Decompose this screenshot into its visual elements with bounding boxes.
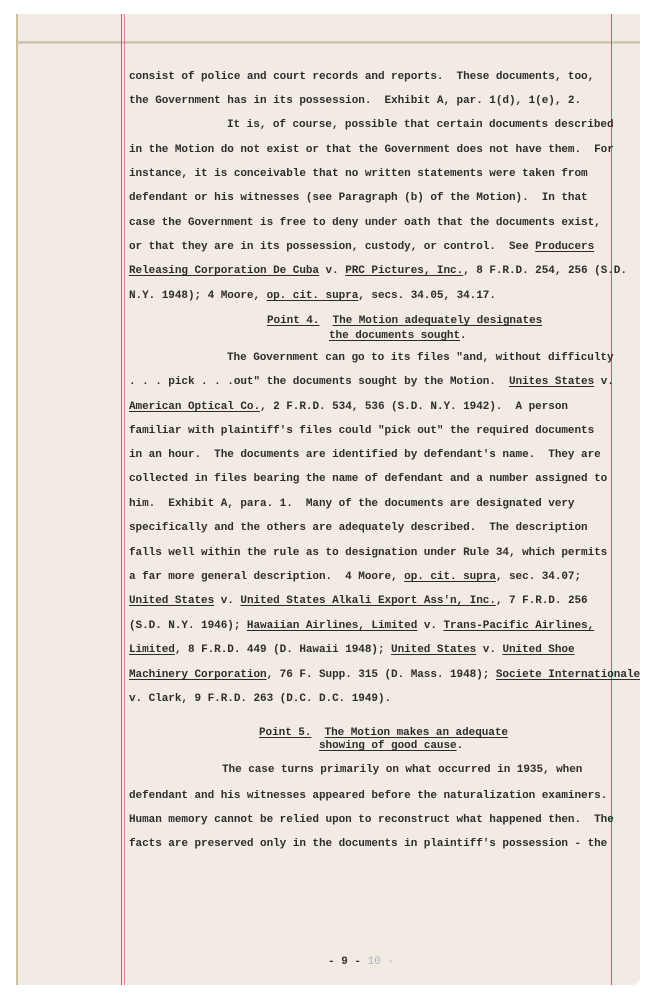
underlined-citation: The Motion adequately designates — [332, 315, 543, 327]
text-segment: Human memory cannot be relied upon to reconstruct what happened then. The — [129, 814, 614, 826]
text-line — [129, 521, 588, 535]
text-segment: , 7 F.R.D. 256 — [495, 595, 588, 607]
text-segment: in an hour. The documents are identified by defendant's name. They are — [129, 449, 601, 461]
page-fold — [18, 41, 640, 44]
text-line — [129, 546, 607, 560]
text-line — [129, 570, 581, 584]
underlined-citation: op. cit. supra — [266, 290, 359, 302]
text-segment — [311, 727, 324, 739]
text-line — [129, 289, 496, 303]
text-segment: defendant and his witnesses appeared before the naturalization examiners. — [129, 790, 608, 802]
underlined-citation: United Shoe — [502, 644, 575, 656]
text-segment — [319, 315, 332, 327]
text-segment: It is, of course, possible that certain documents described — [227, 119, 614, 131]
text-line — [129, 70, 594, 84]
text-segment: facts are preserved only in the documents in plaintiff's possession - the — [129, 838, 608, 850]
text-segment: , 2 F.R.D. 534, 536 (S.D. N.Y. 1942). A person — [260, 401, 568, 413]
underlined-citation: United States — [391, 644, 477, 656]
text-segment: the Government has in its possession. Exhibit A, par. 1(d), 1(e), 2. — [129, 95, 582, 107]
underlined-citation: Producers — [535, 241, 595, 253]
text-line — [227, 118, 614, 132]
underlined-citation: American Optical Co. — [129, 401, 261, 413]
underlined-citation: Trans-Pacific Airlines, — [443, 620, 595, 632]
text-line — [319, 739, 463, 753]
underlined-citation: op. cit. supra — [404, 571, 496, 583]
document-page — [16, 14, 640, 985]
text-line — [129, 668, 640, 682]
text-segment: v. — [318, 265, 346, 277]
text-segment: v. — [417, 620, 444, 632]
text-segment: . — [456, 740, 464, 752]
text-segment: specifically and the others are adequately described. The description — [129, 522, 588, 534]
text-segment: . — [460, 330, 467, 342]
text-segment: consist of police and court records and reports. These documents, too, — [129, 71, 595, 83]
underlined-citation: United States Alkali Export Ass'n, Inc. — [240, 595, 496, 607]
text-segment: . . . pick . . .out" the documents sought by the Motion. — [129, 376, 509, 388]
underlined-citation: showing of good cause — [319, 740, 457, 752]
page-number-text: - 9 - — [328, 956, 362, 968]
text-line — [129, 692, 391, 706]
text-segment: instance, it is conceivable that no written statements were taken from — [129, 168, 588, 180]
underlined-citation: The Motion makes an adequate — [324, 727, 508, 739]
text-segment: v. Clark, 9 F.R.D. 263 (D.C. D.C. 1949). — [129, 693, 392, 705]
page-number — [328, 956, 394, 968]
left-margin-rule — [121, 14, 122, 985]
text-line — [129, 375, 614, 389]
text-line — [129, 619, 594, 633]
text-segment: defendant or his witnesses (see Paragraph (b) of the Motion). In that — [129, 192, 588, 204]
text-line — [129, 497, 574, 511]
text-line — [129, 424, 594, 438]
text-segment: v. — [594, 376, 614, 388]
underlined-citation: Releasing Corporation De Cuba — [129, 265, 319, 277]
text-line — [129, 789, 607, 803]
underlined-citation: United States — [129, 595, 215, 607]
text-segment: , secs. 34.05, 34.17. — [358, 290, 496, 302]
text-line — [129, 167, 588, 181]
text-segment: in the Motion do not exist or that the Government does not have them. For — [129, 144, 614, 156]
underlined-citation: Machinery Corporation — [129, 669, 267, 681]
text-line — [329, 329, 467, 343]
text-line — [129, 594, 588, 608]
text-line — [267, 314, 542, 328]
text-line — [129, 191, 588, 205]
underlined-citation: Point 5. — [259, 727, 312, 739]
text-line — [129, 400, 568, 414]
text-line — [129, 837, 607, 851]
underlined-citation: Unites States — [508, 376, 595, 388]
underlined-citation: the documents sought — [329, 330, 461, 342]
text-segment: a far more general description. 4 Moore, — [129, 571, 405, 583]
underlined-citation: Limited — [129, 644, 175, 656]
text-segment: familiar with plaintiff's files could "pick out" the required documents — [129, 425, 595, 437]
text-line — [129, 240, 594, 254]
text-line — [129, 643, 575, 657]
text-segment: him. Exhibit A, para. 1. Many of the documents are designated very — [129, 498, 575, 510]
underlined-citation: PRC Pictures, Inc. — [345, 265, 464, 277]
text-segment: , sec. 34.07; — [495, 571, 582, 583]
underlined-citation: Point 4. — [267, 315, 320, 327]
text-line — [129, 472, 607, 486]
text-segment: case the Government is free to deny under oath that the documents exist, — [129, 217, 601, 229]
text-line — [259, 726, 508, 740]
text-line — [227, 351, 614, 365]
text-line — [222, 763, 582, 777]
text-line — [129, 94, 581, 108]
text-line — [129, 264, 627, 278]
text-line — [129, 143, 614, 157]
text-line — [129, 813, 614, 827]
text-segment: or that they are in its possession, custody, or control. See — [129, 241, 536, 253]
underlined-citation: Societe Internationale — [495, 669, 640, 681]
text-segment: The Government can go to its files "and, without difficulty — [227, 352, 614, 364]
underlined-citation: Hawaiian Airlines, Limited — [246, 620, 418, 632]
text-segment: (S.D. N.Y. 1946); — [129, 620, 247, 632]
text-segment: N.Y. 1948); 4 Moore, — [129, 290, 267, 302]
left-margin-rule-inner — [124, 14, 125, 985]
right-margin-rule — [611, 14, 612, 985]
text-segment: , 76 F. Supp. 315 (D. Mass. 1948); — [266, 669, 496, 681]
text-segment: collected in files bearing the name of defendant and a number assigned to — [129, 473, 608, 485]
text-segment: , 8 F.R.D. 449 (D. Hawaii 1948); — [174, 644, 392, 656]
ghost-page-number: 10 - — [367, 956, 395, 968]
text-segment: v. — [214, 595, 241, 607]
text-line — [129, 448, 601, 462]
text-segment: v. — [476, 644, 503, 656]
text-line — [129, 216, 601, 230]
text-segment: , 8 F.R.D. 254, 256 (S.D. — [463, 265, 627, 277]
text-segment: The case turns primarily on what occurred in 1935, when — [222, 764, 583, 776]
text-segment: falls well within the rule as to designation under Rule 34, which permits — [129, 547, 608, 559]
